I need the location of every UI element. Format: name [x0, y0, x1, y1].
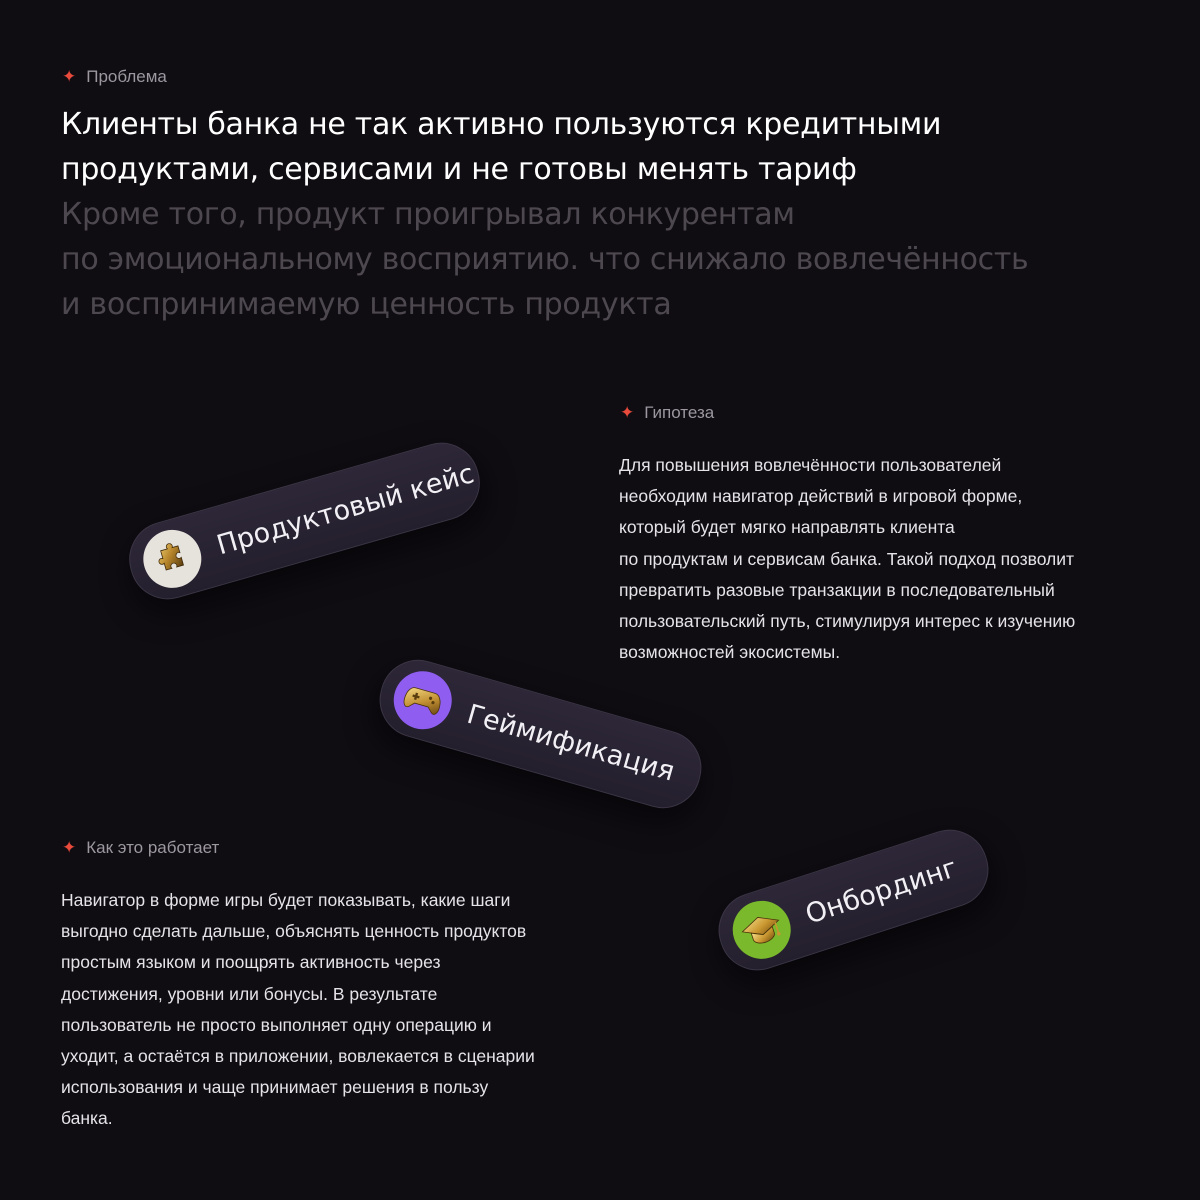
tag-label: Продуктовый кейс — [213, 457, 478, 561]
gamepad-icon — [399, 680, 446, 720]
headline-line: продуктами, сервисами и не готовы менять тариф — [61, 152, 857, 187]
sparkle-icon: ✦ — [62, 838, 77, 858]
text-line: банка. — [61, 1108, 113, 1129]
text-line: возможностей экосистемы. — [619, 642, 841, 663]
how-label-text: Как это работает — [86, 838, 220, 857]
headline-subline: Кроме того, продукт проигрывал конкурентам — [61, 197, 795, 232]
how-text — [61, 885, 535, 1135]
tag-label: Онбординг — [801, 851, 961, 931]
how-label — [62, 838, 219, 858]
text-line: простым языком и поощрять активность через — [61, 952, 441, 973]
tag-product-case — [120, 434, 489, 608]
graduation-cap-icon — [736, 907, 786, 952]
gamepad-icon-badge — [387, 664, 459, 736]
headline-line: Клиенты банка не так активно пользуются кредитными — [61, 107, 942, 142]
tag-onboarding — [709, 820, 998, 980]
headline-subline: по эмоциональному восприятию. что снижало вовлечённость — [61, 242, 1029, 277]
sparkle-icon: ✦ — [62, 67, 77, 87]
puzzle-icon — [151, 538, 193, 580]
puzzle-icon-badge — [136, 523, 208, 595]
tag-gamification — [371, 651, 711, 817]
text-line: достижения, уровни или бонусы. В результате — [61, 983, 438, 1004]
problem-headline — [61, 102, 1171, 327]
text-line: Для повышения вовлечённости пользователей — [619, 455, 1002, 475]
text-line: уходит, а остаётся в приложении, вовлекается в сценарии — [61, 1046, 535, 1067]
text-line: Навигатор в форме игры будет показывать, какие шаги — [61, 890, 511, 910]
text-line: превратить разовые транзакции в последовательный — [619, 579, 1055, 600]
sparkle-icon: ✦ — [620, 403, 635, 423]
headline-subline: и воспринимаемую ценность продукта — [61, 287, 672, 322]
text-line: который будет мягко направлять клиента — [619, 517, 955, 538]
tag-label: Геймификация — [463, 698, 679, 788]
hypothesis-text — [619, 450, 1075, 668]
graduation-cap-icon-badge — [725, 893, 798, 966]
text-line: использования и чаще принимает решения в пользу — [61, 1077, 489, 1098]
hypothesis-label — [620, 403, 714, 423]
problem-label — [62, 67, 167, 87]
text-line: выгодно сделать дальше, объяснять ценность продуктов — [61, 921, 527, 942]
text-line: по продуктам и сервисам банка. Такой подход позволит — [619, 548, 1075, 569]
text-line: пользователь не просто выполняет одну операцию и — [61, 1014, 492, 1035]
text-line: необходим навигатор действий в игровой форме, — [619, 486, 1023, 507]
text-line: пользовательский путь, стимулируя интерес к изучению — [619, 611, 1076, 632]
hypothesis-label-text: Гипотеза — [644, 403, 715, 422]
problem-label-text: Проблема — [86, 67, 167, 86]
